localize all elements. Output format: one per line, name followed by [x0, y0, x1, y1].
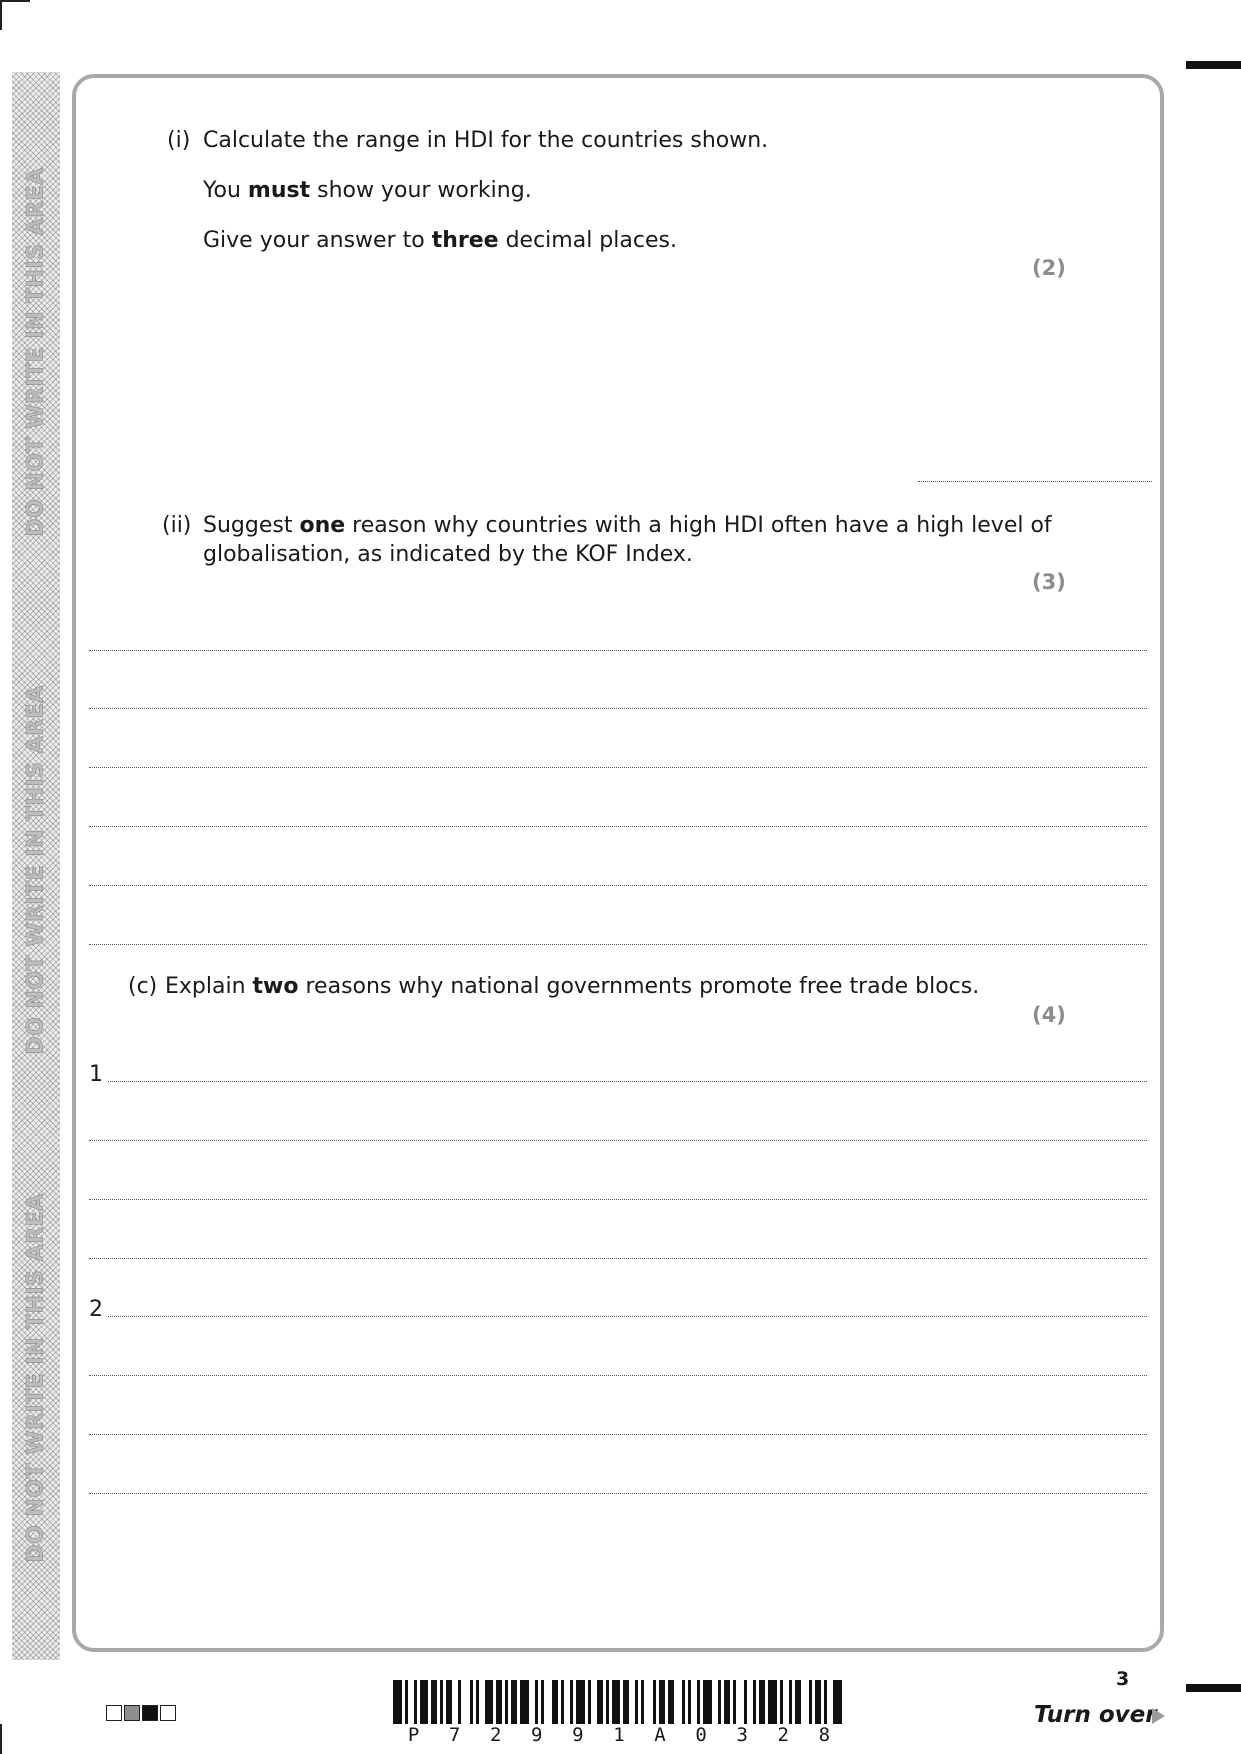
barcode-char: 2 [489, 1724, 502, 1746]
question-i-marks: (2) [1032, 256, 1066, 280]
question-c-label: (c) [128, 974, 158, 999]
barcode-char: 1 [613, 1724, 625, 1746]
edge-registration-bar [1186, 61, 1241, 69]
answer-line[interactable] [89, 1199, 1147, 1200]
answer-line[interactable] [89, 1493, 1147, 1494]
answer-line[interactable] [108, 1316, 1147, 1317]
barcode [393, 1680, 845, 1724]
barcode-bar [612, 1680, 621, 1724]
answer-line[interactable] [89, 650, 1147, 651]
answer-line[interactable] [89, 944, 1147, 945]
margin-warning: DO NOT WRITE IN THIS AREA [23, 167, 49, 537]
barcode-bar [420, 1680, 429, 1724]
answer-number-2: 2 [89, 1297, 103, 1322]
question-ii-marks: (3) [1032, 570, 1066, 594]
crop-mark [0, 0, 2, 30]
barcode-char: P [407, 1724, 420, 1746]
answer-line[interactable] [89, 1140, 1147, 1141]
answer-line[interactable] [89, 1434, 1147, 1435]
barcode-char: 2 [777, 1724, 789, 1746]
crop-mark [0, 0, 30, 2]
question-i-label: (i) [167, 128, 191, 153]
barcode-bar [801, 1680, 810, 1724]
barcode-bar [461, 1680, 470, 1724]
barcode-bar [703, 1680, 712, 1724]
barcode-char: 0 [695, 1724, 707, 1746]
answer-line[interactable] [89, 708, 1147, 709]
question-i-instruction-2: Give your answer to three decimal places. [203, 228, 677, 253]
crop-mark [0, 1724, 2, 1754]
barcode-bar [842, 1680, 845, 1724]
answer-frame [72, 74, 1164, 1652]
barcode-bar [520, 1680, 529, 1724]
barcode-char: 9 [531, 1724, 543, 1746]
barcode-char: 9 [572, 1724, 584, 1746]
margin-warning: DO NOT WRITE IN THIS AREA [23, 685, 49, 1055]
page-number: 3 [1116, 1668, 1130, 1690]
barcode-bar [576, 1680, 585, 1724]
answer-line[interactable] [89, 1375, 1147, 1376]
edge-registration-bar [1186, 1684, 1241, 1692]
answer-line[interactable] [89, 885, 1147, 886]
barcode-bar [644, 1680, 653, 1724]
barcode-text [393, 1724, 845, 1746]
answer-line[interactable] [108, 1081, 1147, 1082]
question-ii-line-1: Suggest one reason why countries with a high HDI often have a high level of [203, 513, 1052, 538]
answer-line[interactable] [89, 826, 1147, 827]
barcode-bar [674, 1680, 683, 1724]
answer-number-1: 1 [89, 1062, 103, 1087]
answer-line-short[interactable] [918, 481, 1152, 482]
barcode-bar [833, 1680, 842, 1724]
barcode-bar [768, 1680, 777, 1724]
barcode-bar [544, 1680, 553, 1724]
barcode-char: A [654, 1724, 666, 1746]
question-i-prompt: Calculate the range in HDI for the countries shown. [203, 128, 769, 153]
page-marker-boxes [106, 1705, 176, 1721]
margin-warning: DO NOT WRITE IN THIS AREA [23, 1193, 49, 1563]
turn-over-arrow-icon [1152, 1708, 1165, 1724]
question-c-marks: (4) [1032, 1003, 1066, 1027]
question-ii-label: (ii) [162, 513, 192, 538]
barcode-bar [485, 1680, 494, 1724]
barcode-char: 8 [818, 1724, 831, 1746]
barcode-char: 3 [736, 1724, 748, 1746]
question-c-prompt: Explain two reasons why national governments promote free trade blocs. [165, 974, 980, 999]
question-i-instruction-1: You must show your working. [203, 178, 532, 203]
barcode-bar [736, 1680, 745, 1724]
question-ii-line-2: globalisation, as indicated by the KOF Index. [203, 542, 693, 567]
answer-line[interactable] [89, 1258, 1147, 1259]
answer-line[interactable] [89, 767, 1147, 768]
barcode-char: 7 [448, 1724, 461, 1746]
turn-over-label: Turn over [1034, 1702, 1157, 1728]
barcode-bar [393, 1680, 402, 1724]
